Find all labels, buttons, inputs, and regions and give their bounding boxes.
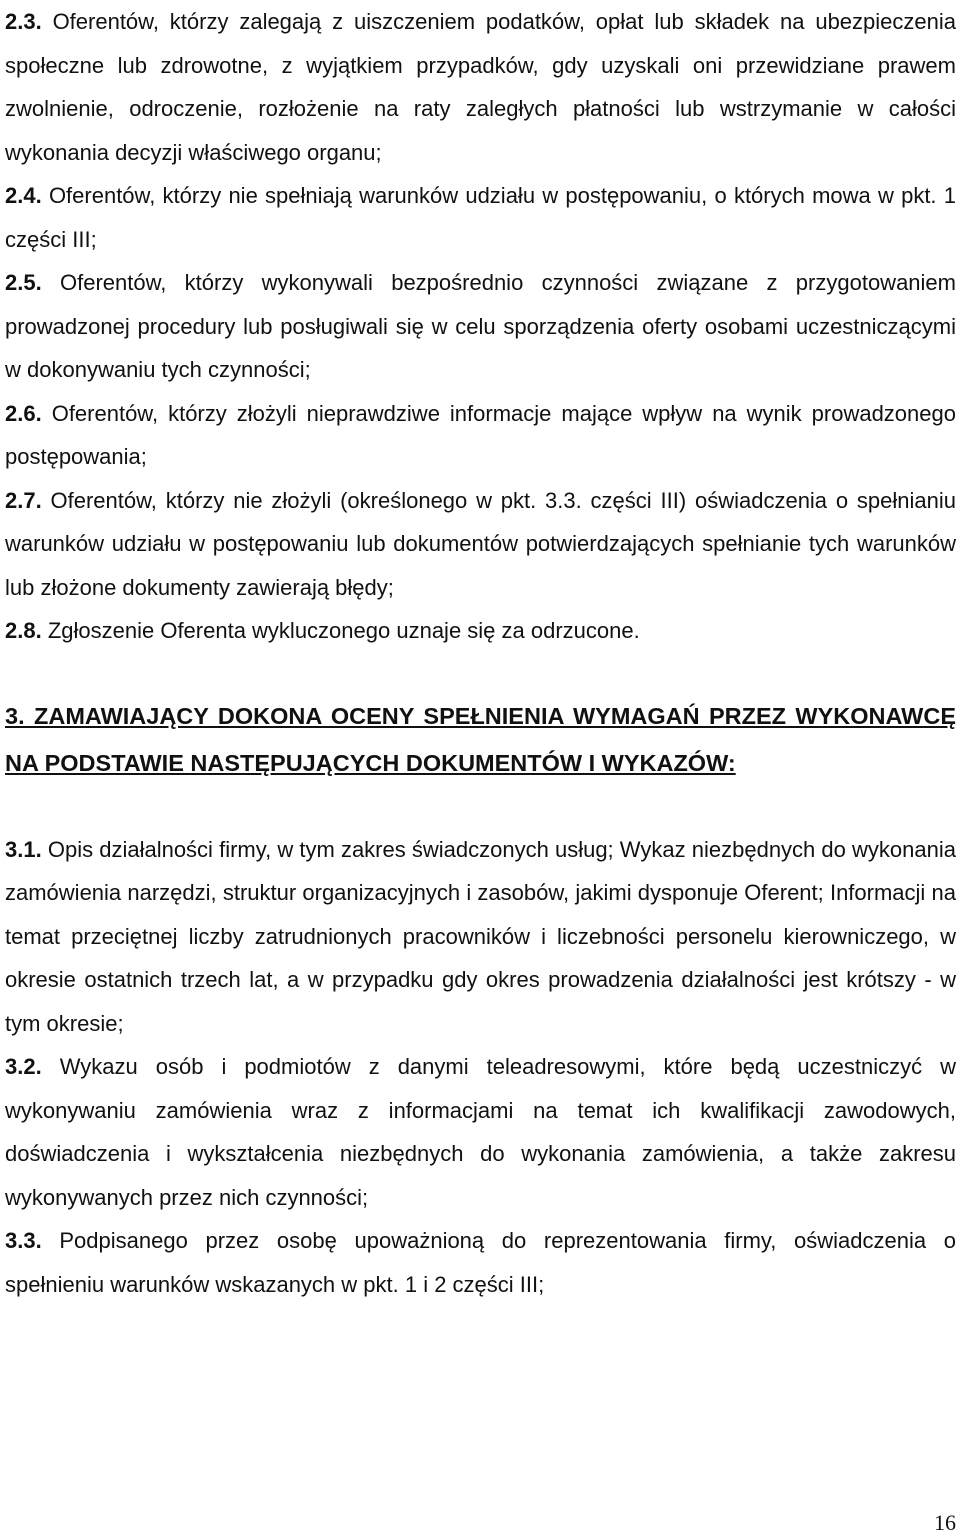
item-text: Oferentów, którzy nie złożyli (określonego w pkt. 3.3. części III) oświadczenia o spełnianiu warunków udziału w postępowaniu lub dokumentów potwierdzających spełnianie tych warunków lub złożone dokumenty zawierają błędy; bbox=[5, 487, 956, 600]
page-number: 16 bbox=[934, 1510, 956, 1535]
item-text: Podpisanego przez osobę upoważnioną do reprezentowania firmy, oświadczenia o spełnieniu warunków wskazanych w pkt. 1 i 2 części III; bbox=[5, 1228, 956, 1297]
section-heading: 3. ZAMAWIAJĄCY DOKONA OCENY SPEŁNIENIA WYMAGAŃ PRZEZ WYKONAWCĘ NA PODSTAWIE NASTĘPUJĄCYCH DOKUMENTÓW I WYKAZÓW: bbox=[5, 702, 956, 776]
item-text: Oferentów, którzy nie spełniają warunków udziału w postępowaniu, o których mowa w pkt. 1 części III; bbox=[5, 183, 956, 252]
list-item-3-1 bbox=[5, 828, 956, 1046]
item-text: Oferentów, którzy wykonywali bezpośrednio czynności związane z przygotowaniem prowadzonej procedury lub posługiwali się w celu sporządzenia oferty osobami uczestniczącymi w dokonywaniu tych czynności; bbox=[5, 270, 956, 382]
list-item-3-2 bbox=[5, 1045, 956, 1219]
item-text: Zgłoszenie Oferenta wykluczonego uznaje się za odrzucone. bbox=[47, 618, 640, 643]
item-number: 2.4. bbox=[5, 183, 42, 208]
item-number: 2.5. bbox=[5, 270, 42, 295]
item-text: Opis działalności firmy, w tym zakres świadczonych usług; Wykaz niezbędnych do wykonania zamówienia narzędzi, struktur organizacyjnych i zasobów, jakimi dysponuje Oferent; Informacji na temat przeciętnej liczby zatrudnionych pracowników i liczebności personelu kierowniczego, w okresie ostatnich trzech lat, a w przypadku gdy okres prowadzenia działalności jest krótszy - w tym okresie; bbox=[5, 836, 956, 1036]
item-text: Oferentów, którzy złożyli nieprawdziwe informacje mające wpływ na wynik prowadzonego postępowania; bbox=[5, 400, 956, 469]
item-number: 2.6. bbox=[5, 400, 42, 426]
list-item-2-8 bbox=[5, 609, 956, 653]
item-number: 3.2. bbox=[5, 1054, 42, 1079]
spacer bbox=[5, 787, 956, 828]
item-number: 2.3. bbox=[5, 9, 42, 34]
list-item-3-3 bbox=[5, 1219, 956, 1306]
list-item-2-6 bbox=[5, 392, 956, 479]
list-item-2-3 bbox=[5, 0, 956, 174]
item-text: Wykazu osób i podmiotów z danymi teleadresowymi, które będą uczestniczyć w wykonywaniu zamówienia wraz z informacjami na temat ich kwalifikacji zawodowych, doświadczenia i wykształcenia niezbędnych do wykonania zamówienia, a także zakresu wykonywanych przez nich czynności; bbox=[5, 1054, 956, 1210]
list-item-2-4 bbox=[5, 174, 956, 261]
list-item-2-7 bbox=[5, 479, 956, 610]
list-item-2-5 bbox=[5, 261, 956, 392]
spacer bbox=[5, 653, 956, 693]
item-text: Oferentów, którzy zalegają z uiszczeniem podatków, opłat lub składek na ubezpieczenia społeczne lub zdrowotne, z wyjątkiem przypadków, gdy uzyskali oni przewidziane prawem zwolnienie, odroczenie, rozłożenie na raty zaległych płatności lub wstrzymanie w całości wykonania decyzji właściwego organu; bbox=[5, 9, 956, 165]
item-number: 2.7. bbox=[5, 487, 42, 513]
document-page bbox=[5, 0, 956, 1306]
item-number: 3.3. bbox=[5, 1228, 42, 1253]
item-number: 3.1. bbox=[5, 836, 42, 862]
item-number: 2.8. bbox=[5, 618, 42, 643]
